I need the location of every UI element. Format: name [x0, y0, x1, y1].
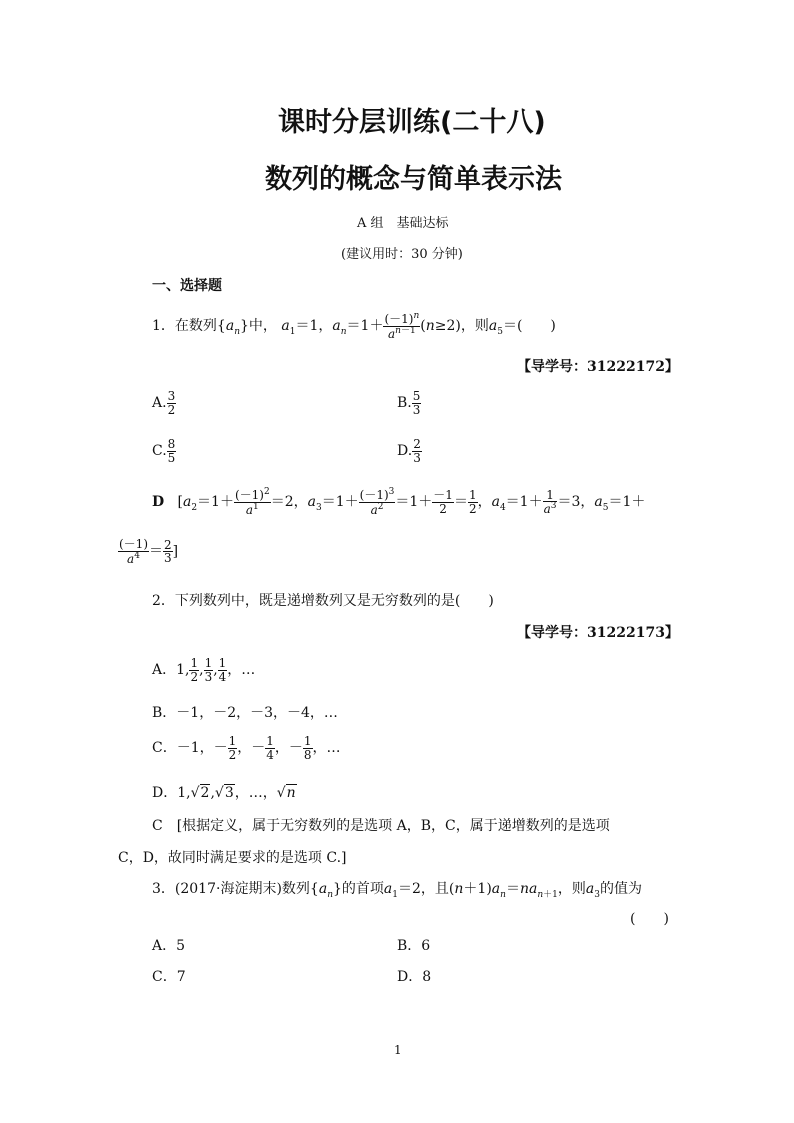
- q2-option-b[interactable]: B．－1，－2，－3，－4，…: [152, 705, 338, 721]
- q2-option-d[interactable]: D．1,√2,√3，…，√n: [152, 785, 296, 801]
- page-title: 课时分层训练(二十八): [278, 107, 546, 138]
- q2-guide-number: 【导学号：31222173】: [517, 625, 679, 641]
- q3-part4: ＋1): [463, 881, 492, 897]
- q2-option-a[interactable]: A．1, $\frac{1}{2}$ , $\frac{1}{3}$ , $\frac{1}{4}$ ，…: [152, 656, 256, 684]
- question-3-stem: 3．(2017·海淀期末)数列$\{a_n\}$的首项$a_1=2$，且$(n+1)a_n=na_{n+1}$，则$a_3$的值为: [152, 881, 642, 900]
- q2-option-c-pre: C．－1，: [152, 740, 214, 757]
- q1-mid4: ≥2)，则: [434, 318, 489, 335]
- q3-option-c[interactable]: C．7: [152, 969, 186, 985]
- q1-option-b[interactable]: [397, 390, 421, 416]
- q3-part2: }的首项: [332, 881, 384, 897]
- q2-solution-line1: C [根据定义，属于无穷数列的是选项 A，B，C，属于递增数列的是选项: [152, 818, 610, 834]
- q3-option-a[interactable]: A．5: [152, 938, 186, 954]
- q1-option-a[interactable]: [152, 390, 176, 416]
- q3-part3: ，且(: [420, 881, 455, 897]
- q1-option-b-fraction: $\frac{5}{3}$: [412, 389, 421, 417]
- page-subtitle: 数列的概念与简单表示法: [265, 164, 562, 195]
- q1-option-b-label: B.: [397, 395, 412, 412]
- q3-part5: ，则: [557, 881, 586, 897]
- q2-option-d-pre: D．1,: [152, 785, 191, 801]
- q1-prefix: 1．在数列{: [152, 318, 226, 335]
- q3-option-b[interactable]: B．6: [397, 938, 431, 954]
- q1-solution-end: ]: [172, 543, 179, 560]
- q3-answer-paren: ( ): [630, 911, 669, 927]
- q1-mid3: (: [420, 318, 426, 335]
- q1-solution-line2: $\frac{(-1)}{a^4}$ ＝ $\frac{2}{3}$ ]: [119, 537, 179, 566]
- section-heading: 一、选择题: [152, 278, 222, 294]
- q1-option-c-label: C.: [152, 443, 167, 460]
- question-1-stem: 1．在数列$\{a_n\}$中， $a_1=1$，$a_n=1+$ $\frac{(-1)^n}{a^{n-1}}$ (n≥2)，则$a_5=$( ): [152, 311, 556, 341]
- q1-option-c[interactable]: [152, 438, 176, 464]
- q1-option-a-label: A.: [152, 395, 167, 412]
- q1-guide-number: 【导学号：31222172】: [517, 359, 679, 375]
- q1-option-d[interactable]: [397, 438, 422, 464]
- q1-answer-letter: D: [152, 494, 165, 511]
- q2-option-d-tail: ，…，: [234, 785, 277, 801]
- q1-option-d-label: D.: [397, 443, 413, 460]
- q2-option-c-tail: ，…: [312, 740, 341, 757]
- q3-part6: 的值为: [599, 881, 642, 897]
- q1-mid5: ＝( ): [502, 318, 556, 335]
- q1-option-d-fraction: $\frac{2}{3}$: [413, 437, 421, 465]
- page-number: 1: [394, 1043, 402, 1057]
- time-label: (建议用时：30 分钟): [341, 247, 463, 262]
- question-2-stem: 2．下列数列中，既是递增数列又是无穷数列的是( ): [152, 593, 494, 609]
- q2-option-a-pre: A．1,: [152, 662, 190, 679]
- q1-fraction: $\frac{(-1)^n}{a^{n-1}}$: [384, 311, 420, 341]
- q1-option-a-fraction: $\frac{3}{2}$: [167, 389, 176, 417]
- q3-part1: 3．(2017·海淀期末)数列{: [152, 881, 319, 897]
- q2-option-a-tail: ，…: [227, 662, 256, 679]
- group-label: A 组 基础达标: [357, 216, 449, 231]
- q2-option-c[interactable]: C．－1，－ $\frac{1}{2}$ ，－ $\frac{1}{4}$ ，－ $\frac{1}{8}$ ，…: [152, 734, 341, 762]
- q1-option-c-fraction: $\frac{8}{5}$: [167, 437, 176, 465]
- q1-mid2: ，: [318, 318, 333, 335]
- q1-mid1: }中，: [239, 318, 277, 335]
- q1-solution-line1: D [$a_2=1+$ $\frac{(-1)^2}{a^1}$ ＝2，$a_3=1+$ $\frac{(-1)^3}{a^2}$ ＝1＋ $\frac{-1}{2}$ ＝ $\frac{1}{2}$ ，$a_4=1+$ $\frac{1}{a^3}$ ＝3，$a_5=1+$: [152, 487, 646, 517]
- q2-solution-line2: C，D，故同时满足要求的是选项 C.]: [118, 850, 347, 866]
- q3-option-d[interactable]: D．8: [397, 969, 432, 985]
